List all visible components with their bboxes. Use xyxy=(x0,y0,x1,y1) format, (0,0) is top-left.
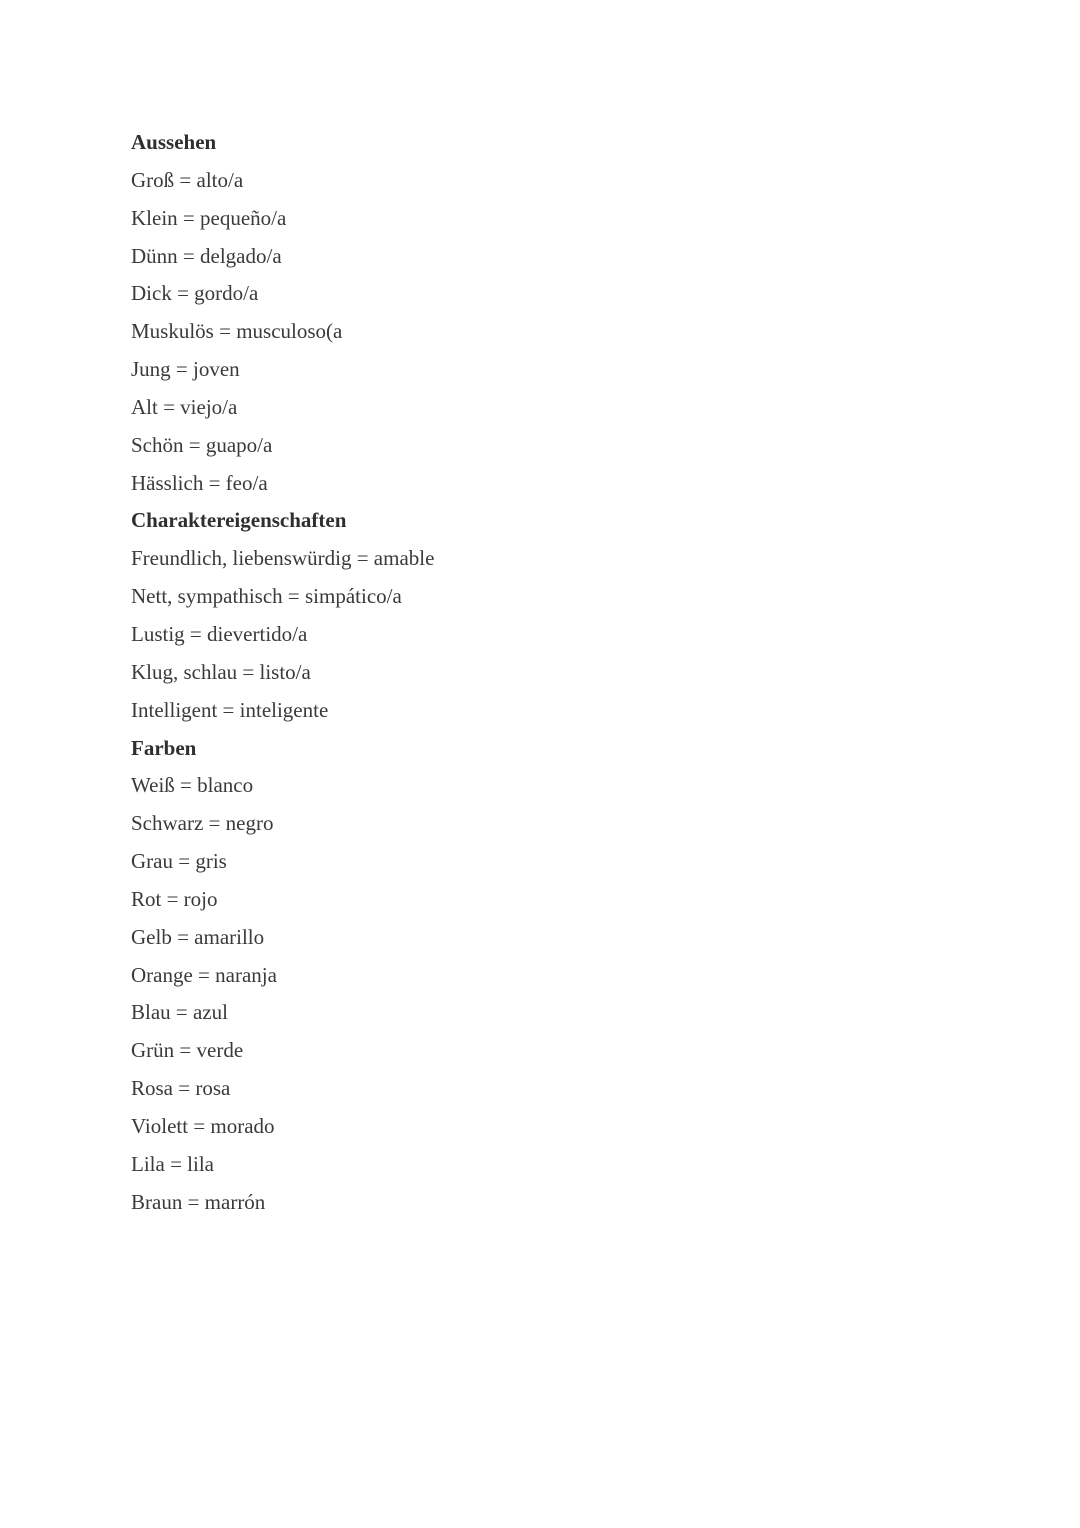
vocab-entry: Klug, schlau = listo/a xyxy=(131,659,311,684)
vocab-entry: Schön = guapo/a xyxy=(131,432,273,457)
vocab-entry: Dünn = delgado/a xyxy=(131,243,282,268)
vocab-entry: Orange = naranja xyxy=(131,962,277,987)
vocab-entry: Hässlich = feo/a xyxy=(131,470,268,495)
vocab-entry: Grau = gris xyxy=(131,849,227,874)
vocab-entry: Freundlich, liebenswürdig = amable xyxy=(131,546,435,571)
vocab-entry: Grün = verde xyxy=(131,1038,244,1063)
vocab-entry: Dick = gordo/a xyxy=(131,281,259,306)
section-heading-farben: Farben xyxy=(131,735,197,760)
vocab-entry: Lustig = dievertido/a xyxy=(131,621,308,646)
vocab-entry: Groß = alto/a xyxy=(131,167,244,192)
vocab-entry: Nett, sympathisch = simpático/a xyxy=(131,584,402,609)
vocab-entry: Muskulös = musculoso(a xyxy=(131,319,343,344)
section-heading-charaktereigenschaften: Charaktereigenschaften xyxy=(131,508,347,533)
section-heading-aussehen: Aussehen xyxy=(131,130,217,154)
vocab-entry: Rosa = rosa xyxy=(131,1076,231,1101)
vocabulary-page xyxy=(131,124,1031,1221)
vocab-entry: Jung = joven xyxy=(131,357,240,382)
vocab-entry: Braun = marrón xyxy=(131,1189,266,1214)
vocab-entry: Gelb = amarillo xyxy=(131,924,265,949)
vocab-entry: Klein = pequeño/a xyxy=(131,205,287,230)
vocab-entry: Lila = lila xyxy=(131,1151,214,1176)
vocab-entry: Intelligent = inteligente xyxy=(131,697,329,722)
vocab-entry: Schwarz = negro xyxy=(131,811,274,836)
vocab-entry: Alt = viejo/a xyxy=(131,394,238,419)
vocab-entry: Rot = rojo xyxy=(131,886,218,911)
vocab-entry: Violett = morado xyxy=(131,1113,275,1138)
vocab-entry: Weiß = blanco xyxy=(131,773,254,798)
vocab-entry: Blau = azul xyxy=(131,1000,228,1025)
